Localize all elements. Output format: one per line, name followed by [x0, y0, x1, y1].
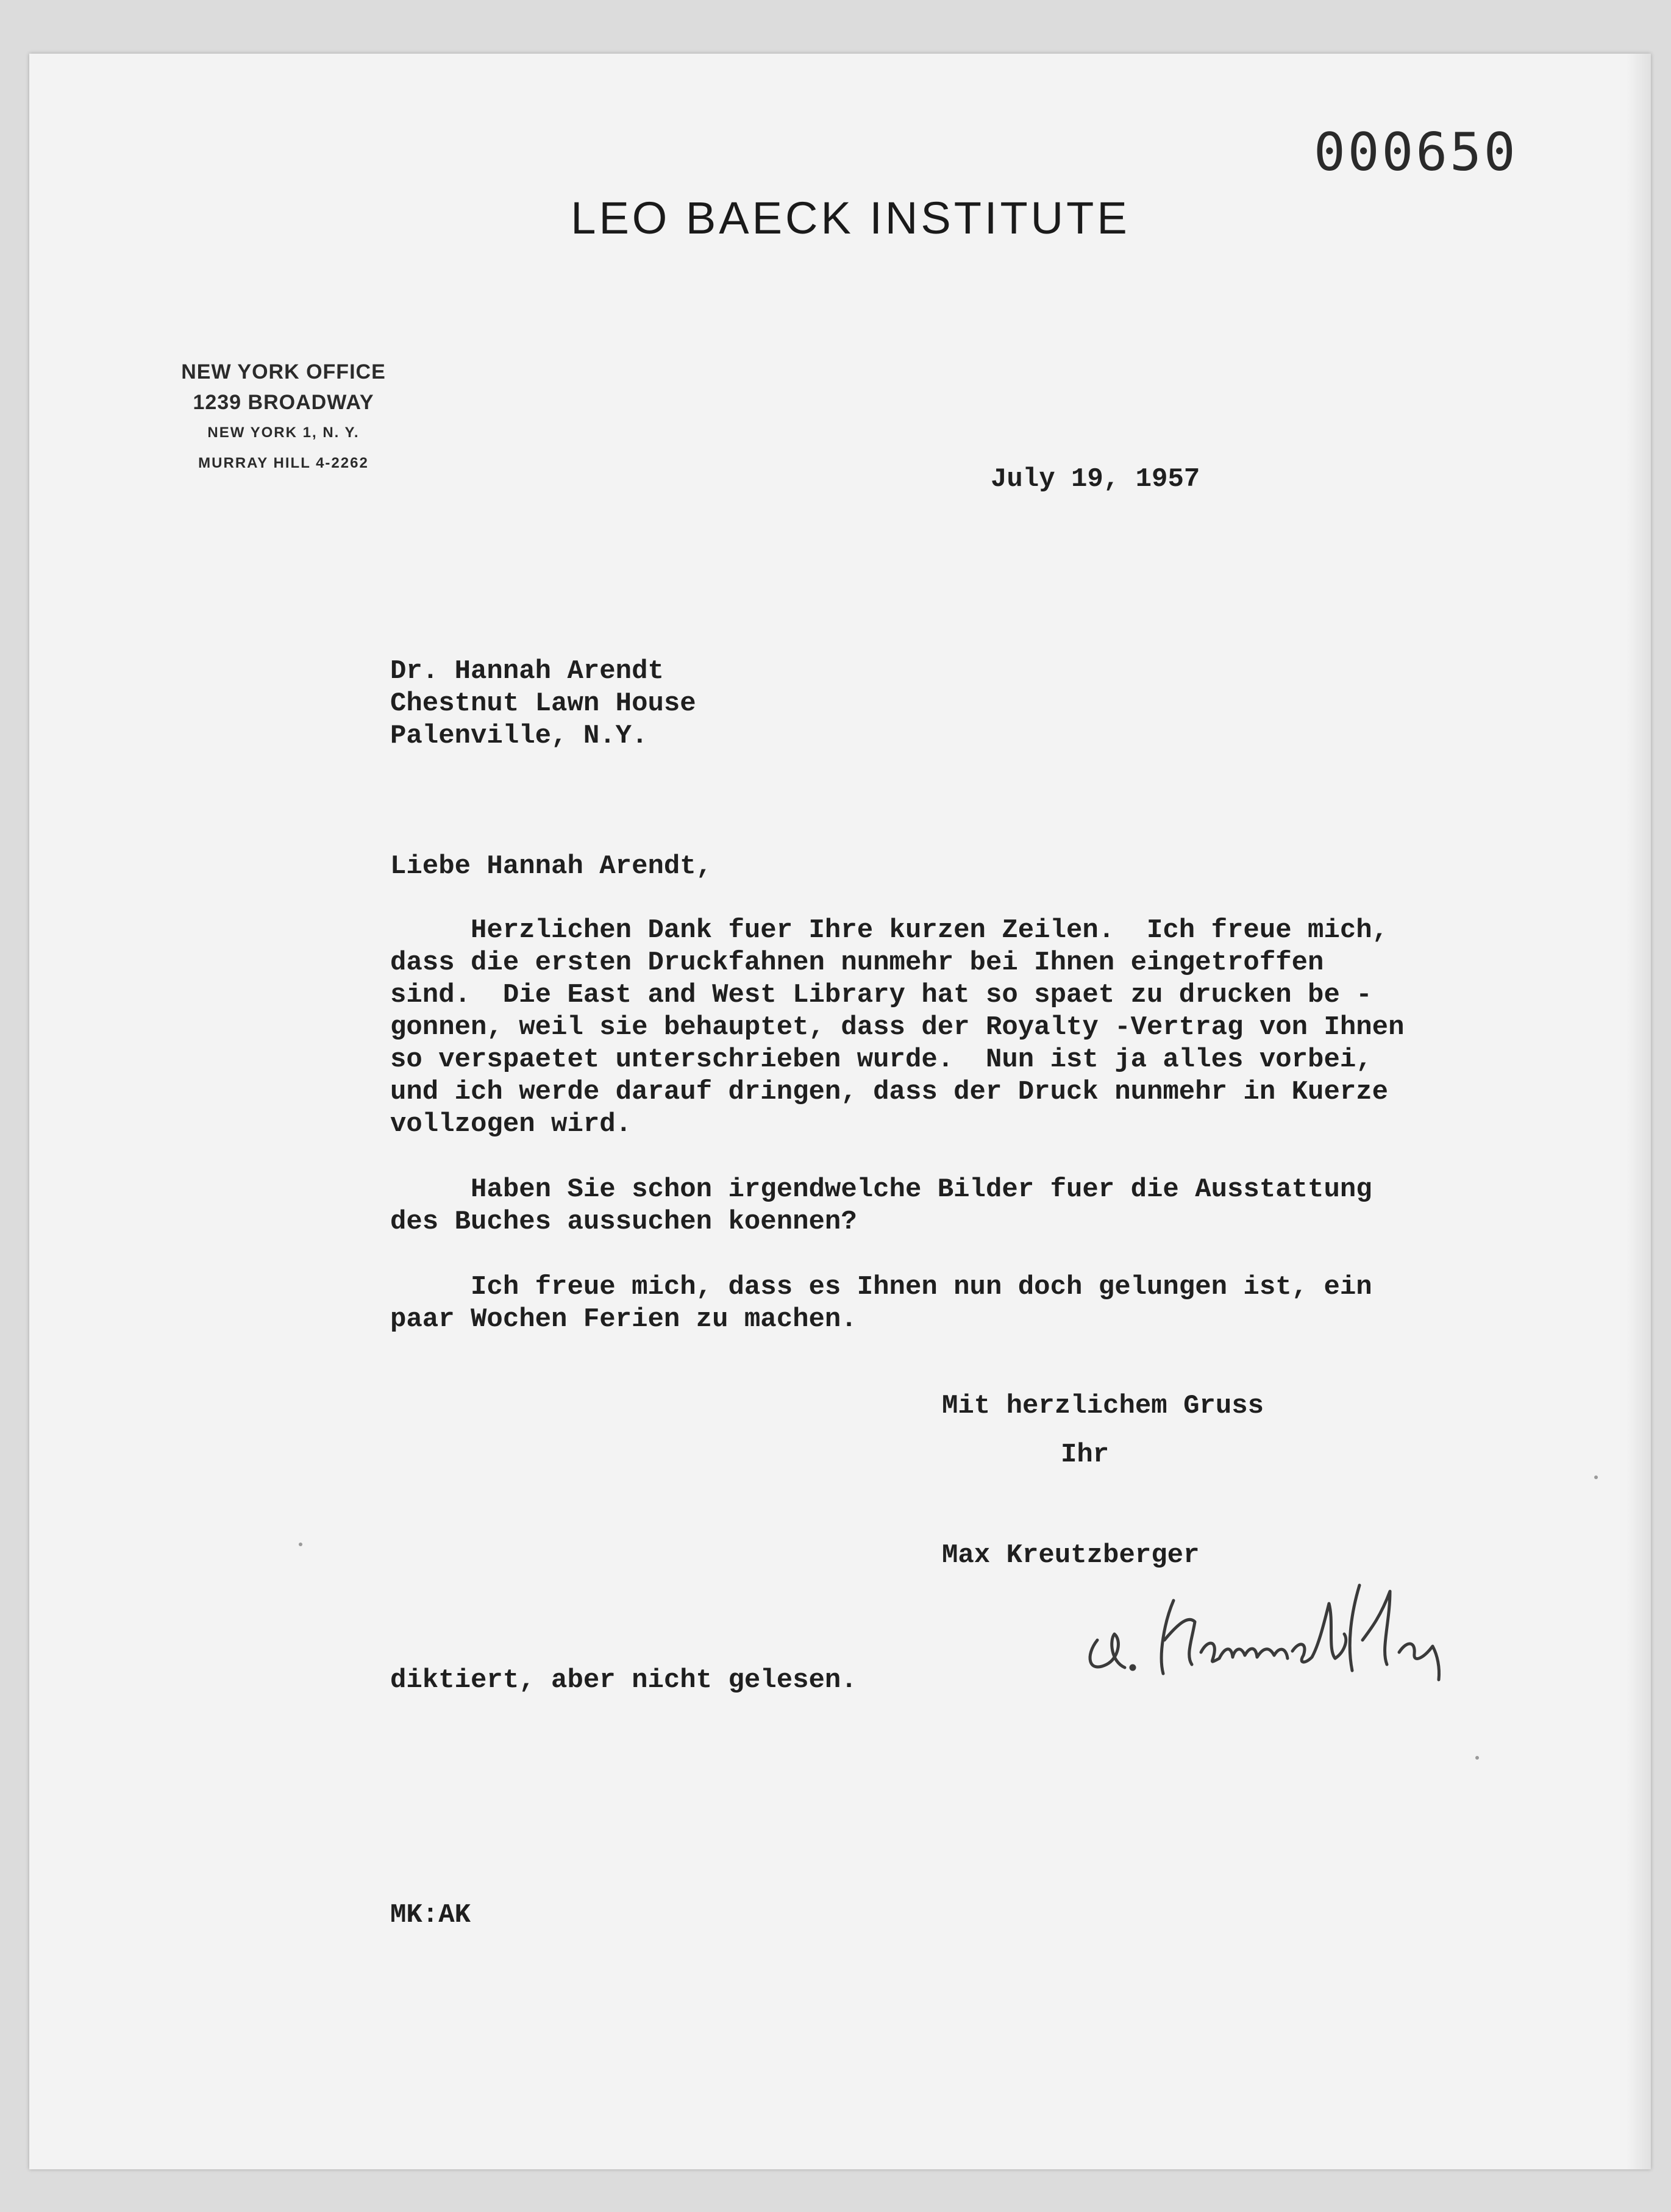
- recipient-line-3: Palenville, N.Y.: [390, 721, 648, 751]
- paper-speck: [1475, 1756, 1479, 1760]
- paper-speck: [1594, 1475, 1598, 1479]
- page-shadow: [1626, 54, 1651, 2169]
- closing-greeting: Mit herzlichem Gruss: [942, 1391, 1264, 1421]
- document-number: 000650: [1314, 122, 1518, 183]
- letter-date: July 19, 1957: [991, 464, 1200, 494]
- recipient-line-1: Dr. Hannah Arendt: [390, 656, 664, 687]
- body-paragraph-1: Herzlichen Dank fuer Ihre kurzen Zeilen. Ich freue mich, dass die ersten Druckfahnen nunmehr bei Ihnen eingetroffen sind. Die East and West Library hat so spaet zu drucken be - gonnen, weil sie behauptet, dass der Royalty -Vertrag von Ihnen so verspaetet unterschrieben wurde. Nun ist ja alles vorbei, und ich werde darauf dringen, dass der Druck nunmehr in Kuerze vollzogen wird.: [390, 915, 1405, 1140]
- typist-initials: MK:AK: [390, 1900, 471, 1930]
- dictation-note: diktiert, aber nicht gelesen.: [390, 1665, 857, 1696]
- recipient-address: [390, 655, 696, 752]
- paper-speck: [299, 1543, 302, 1546]
- handwritten-signature: [1073, 1549, 1451, 1689]
- office-line-4: MURRAY HILL 4-2262: [198, 455, 369, 471]
- recipient-line-2: Chestnut Lawn House: [390, 688, 696, 719]
- signer-name: Max Kreutzberger: [942, 1540, 1200, 1571]
- salutation: Liebe Hannah Arendt,: [390, 851, 713, 882]
- closing-ihr: Ihr: [1061, 1440, 1110, 1470]
- office-line-1: NEW YORK OFFICE: [181, 360, 386, 384]
- letterhead-office-block: [152, 357, 415, 479]
- office-line-3: NEW YORK 1, N. Y.: [207, 424, 360, 441]
- body-paragraph-3: Ich freue mich, dass es Ihnen nun doch gelungen ist, ein paar Wochen Ferien zu machen.: [390, 1272, 1372, 1335]
- letterhead-institute: LEO BAECK INSTITUTE: [571, 193, 1130, 243]
- office-line-2: 1239 BROADWAY: [193, 391, 374, 414]
- body-paragraph-2: Haben Sie schon irgendwelche Bilder fuer die Ausstattung des Buches aussuchen koennen?: [390, 1174, 1372, 1237]
